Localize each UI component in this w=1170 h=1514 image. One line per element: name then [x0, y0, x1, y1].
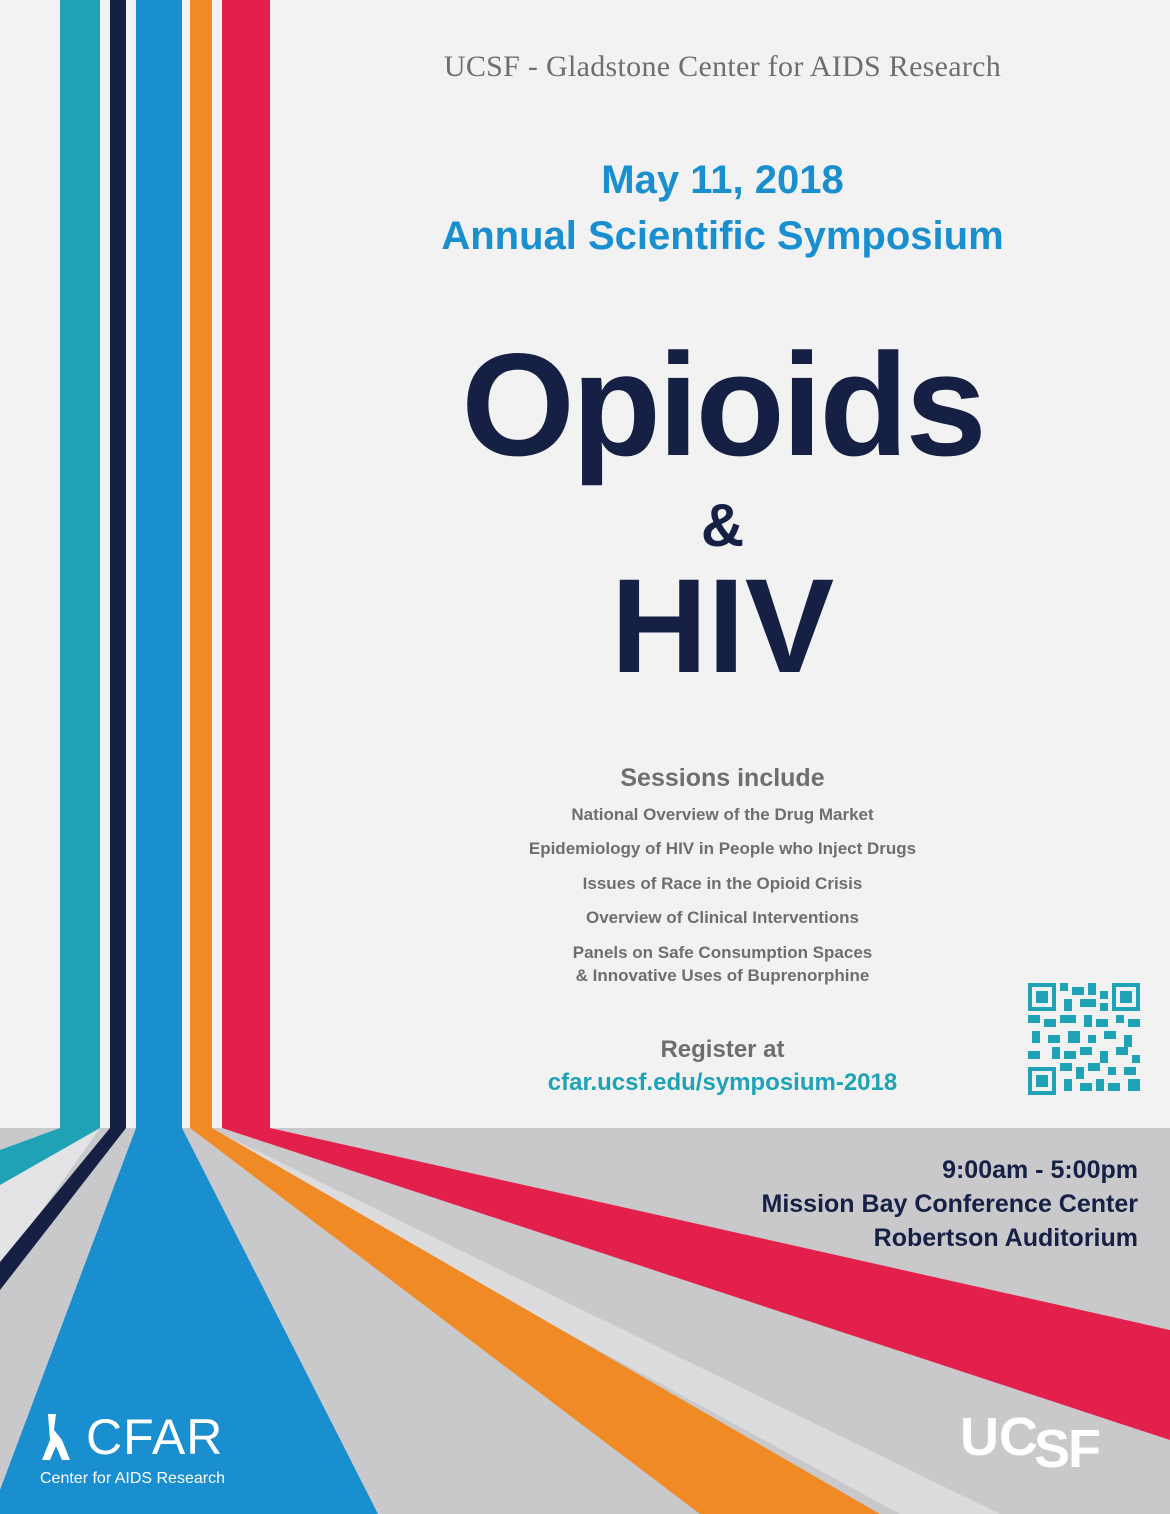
qr-code-icon[interactable] — [1028, 983, 1140, 1095]
session-item: Panels on Safe Consumption Spaces — [572, 943, 873, 962]
cfar-ribbon-icon — [40, 1414, 80, 1462]
register-link[interactable]: cfar.ucsf.edu/symposium-2018 — [547, 1069, 898, 1096]
session-item: Overview of Clinical Interventions — [585, 908, 860, 927]
session-item: National Overview of the Drug Market — [571, 805, 874, 824]
blue-stripe-vertical — [136, 0, 182, 1128]
organization-title: UCSF - Gladstone Center for AIDS Research — [443, 50, 1002, 83]
orange-stripe-vertical — [190, 0, 212, 1128]
session-item: Epidemiology of HIV in People who Inject Drugs — [528, 839, 917, 858]
session-item: Issues of Race in the Opioid Crisis — [582, 874, 863, 893]
register-label: Register at — [660, 1036, 785, 1063]
ucsf-letters-uc: UC — [960, 1407, 1038, 1467]
session-item: & Innovative Uses of Buprenorphine — [575, 966, 870, 985]
navy-stripe-vertical — [110, 0, 126, 1128]
venue-location: Mission Bay Conference Center — [761, 1190, 1138, 1218]
cfar-wordmark: CFAR — [86, 1409, 224, 1465]
title-ampersand: & — [700, 492, 745, 559]
event-time: 9:00am - 5:00pm — [942, 1156, 1138, 1184]
event-date: May 11, 2018 — [601, 158, 844, 202]
venue-room: Robertson Auditorium — [873, 1224, 1138, 1252]
red-stripe-vertical — [222, 0, 270, 1128]
ucsf-letter-f: F — [1068, 1419, 1101, 1479]
ucsf-letter-s: S — [1034, 1419, 1071, 1479]
cfar-tagline: Center for AIDS Research — [40, 1470, 225, 1487]
cfar-logo — [40, 1410, 270, 1490]
sessions-heading: Sessions include — [620, 764, 825, 792]
ucsf-logo — [960, 1407, 1110, 1480]
title-hiv: HIV — [610, 552, 835, 701]
event-name: Annual Scientific Symposium — [441, 214, 1004, 258]
title-opioids: Opioids — [461, 323, 984, 486]
teal-stripe-vertical — [60, 0, 100, 1128]
